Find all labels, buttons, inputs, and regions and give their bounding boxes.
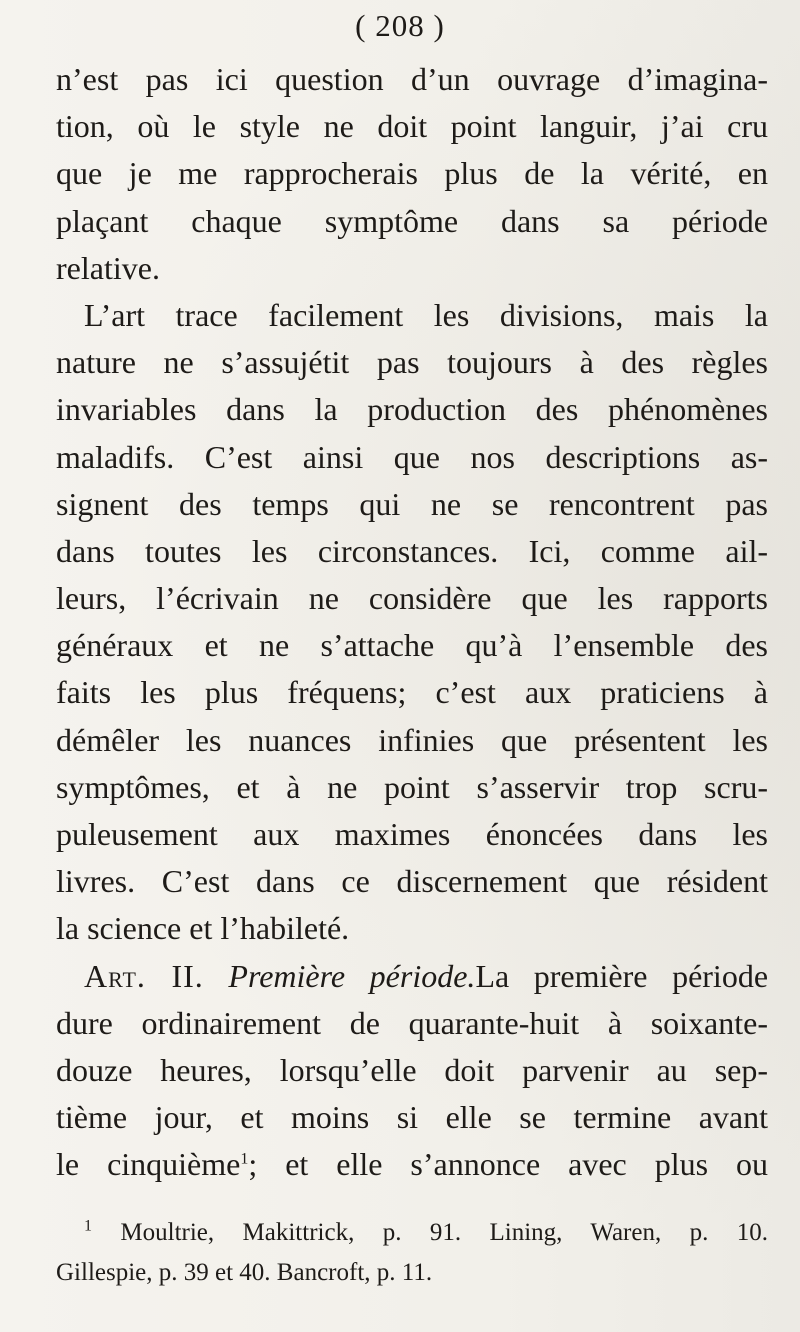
footnote-reference: 1	[240, 1150, 249, 1168]
text-line: que je me rapprocherais plus de la vérité, en	[56, 155, 768, 192]
text-line: invariables dans la production des phénomènes	[56, 391, 768, 428]
text-line: nature ne s’assujétit pas toujours à des règles	[56, 344, 768, 381]
page-number: ( 208 )	[355, 8, 445, 43]
text-line: symptômes, et à ne point s’asservir trop scru-	[56, 768, 768, 805]
text-line: livres. C’est dans ce discernement que résident	[56, 863, 768, 900]
footnote-text: Moultrie, Makittrick, p. 91. Lining, Waren, p. 10.	[120, 1219, 769, 1246]
text-line: puleusement aux maximes énoncées dans les	[56, 816, 768, 852]
footnote-line	[56, 1213, 768, 1253]
text-line: tion, où le style ne doit point languir, j’ai cru	[56, 108, 768, 145]
text-fragment: ; et elle s’annonce avec plus ou	[248, 1146, 768, 1183]
text-line: généraux et ne s’attache qu’à l’ensemble des	[56, 627, 768, 664]
text-line: la science et l’habileté.	[56, 910, 350, 947]
article-title: Première période.	[228, 957, 476, 994]
text-line: démêler les nuances infinies que présentent les	[56, 721, 768, 758]
footnote-line: Gillespie, p. 39 et 40. Bancroft, p. 11.	[56, 1259, 433, 1286]
text-line: maladifs. C’est ainsi que nos descriptions as-	[56, 438, 768, 475]
main-text	[56, 56, 768, 1189]
article-label: Art. II.	[84, 957, 204, 994]
text-line: plaçant chaque symptôme dans sa période	[56, 202, 768, 239]
text-line: relative.	[56, 249, 160, 286]
text-line: L’art trace facilement les divisions, mais la	[84, 296, 768, 333]
text-line: tième jour, et moins si elle se termine avant	[56, 1099, 768, 1136]
text-line: douze heures, lorsqu’elle doit parvenir au sep-	[56, 1051, 768, 1088]
article-text: La première période	[475, 957, 769, 994]
text-line	[56, 1141, 768, 1188]
text-line: leurs, l’écrivain ne considère que les rapports	[56, 580, 768, 617]
text-line: faits les plus fréquens; c’est aux praticiens à	[56, 674, 768, 711]
text-line: n’est pas ici question d’un ouvrage d’imagina-	[56, 61, 768, 97]
footnotes	[56, 1213, 768, 1293]
text-line: dans toutes les circonstances. Ici, comme ail-	[56, 532, 768, 569]
text-line: signent des temps qui ne se rencontrent pas	[56, 485, 768, 522]
text-line: dure ordinairement de quarante-huit à soixante-	[56, 1004, 768, 1041]
footnote-mark: 1	[84, 1217, 92, 1235]
article-heading-line	[56, 953, 768, 1000]
text-fragment: le cinquième	[56, 1146, 241, 1183]
